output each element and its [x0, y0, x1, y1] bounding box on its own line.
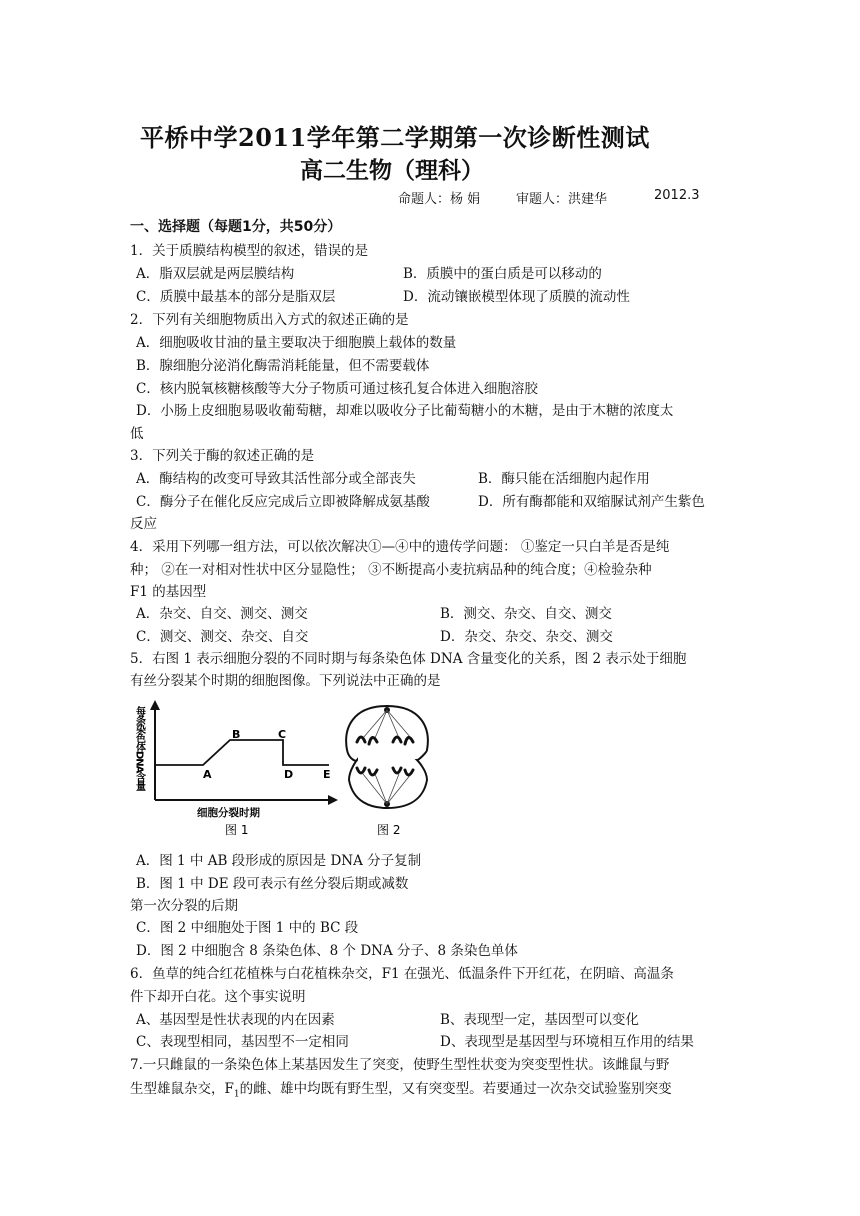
q5-option-c: C．图 2 中细胞处于图 1 中的 BC 段: [136, 920, 359, 936]
exam-date: 2012.3: [654, 188, 700, 203]
q1-stem: 1．关于质膜结构模型的叙述，错误的是: [130, 243, 369, 259]
q6-option-d: D、表现型是基因型与环境相互作用的结果: [440, 1034, 694, 1050]
q7-subscript: 1: [233, 1089, 240, 1100]
q3-option-b: B．酶只能在活细胞内起作用: [478, 471, 650, 487]
q4-line3: F1 的基因型: [130, 584, 207, 600]
q7-line2-start: 生型雄鼠杂交，F: [130, 1081, 234, 1097]
figure1-point-c: C: [278, 728, 287, 741]
figure1-x-label: 细胞分裂时期: [197, 807, 260, 819]
q4-option-b: B．测交、杂交、自交、测交: [440, 606, 612, 622]
q6-option-a: A、基因型是性状表现的内在因素: [136, 1012, 335, 1028]
q5-option-b: B．图 1 中 DE 段可表示有丝分裂后期或减数: [136, 876, 409, 892]
q5-line2: 有丝分裂某个时期的细胞图像。下列说法中正确的是: [130, 673, 441, 689]
q2-stem: 2．下列有关细胞物质出入方式的叙述正确的是: [130, 312, 409, 328]
q4-option-d: D．杂交、杂交、杂交、测交: [440, 629, 613, 645]
q3-stem: 3．下列关于酶的叙述正确的是: [130, 448, 315, 464]
reviewer-name: 审题人：洪建华: [516, 192, 608, 207]
q5-option-d: D．图 2 中细胞含 8 条染色体、8 个 DNA 分子、8 条染色单体: [136, 943, 518, 959]
figure1-point-b: B: [232, 728, 241, 741]
q2-option-c: C．核内脱氧核糖核酸等大分子物质可通过核孔复合体进入细胞溶胶: [136, 381, 538, 397]
spindle-fibers: [363, 710, 411, 804]
q2-option-d-cont: 低: [130, 426, 144, 442]
q7-line1: 7.一只雌鼠的一条染色体上某基因发生了突变，使野生型性状变为突变型性状。该雌鼠与野: [130, 1057, 670, 1073]
q1-option-b: B．质膜中的蛋白质是可以移动的: [403, 266, 602, 282]
q4-line1: 4．采用下列哪一组方法，可以依次解决①—④中的遗传学问题： ①鉴定一只白羊是否是纯: [130, 539, 670, 555]
figure2-caption: 图 2: [377, 823, 401, 837]
figure1-point-a: A: [203, 768, 212, 781]
q3-option-c: C．酶分子在催化反应完成后立即被降解成氨基酸: [136, 494, 430, 510]
setter-name: 命题人：杨 娟: [398, 192, 481, 207]
q3-option-d: D．所有酶都能和双缩脲试剂产生紫色: [478, 494, 705, 510]
chromosomes-top: [357, 737, 413, 744]
figure1-graph: [134, 700, 339, 837]
figure1-y-arrow: [150, 700, 160, 710]
figure1-dna-curve: [155, 740, 329, 765]
q1-option-a: A．脂双层就是两层膜结构: [136, 266, 295, 282]
figure1-caption: 图 1: [225, 823, 249, 837]
q3-option-d-cont: 反应: [130, 516, 157, 532]
q7-line2-end: 的雌、雄中均既有野生型，又有突变型。若要通过一次杂交试验鉴别突变: [239, 1081, 672, 1097]
q6-option-b: B、表现型一定，基因型可以变化: [440, 1012, 639, 1028]
q1-option-d: D．流动镶嵌模型体现了质膜的流动性: [403, 289, 630, 305]
q5-option-b-cont: 第一次分裂的后期: [130, 898, 238, 914]
q2-option-a: A．细胞吸收甘油的量主要取决于细胞膜上载体的数量: [136, 335, 457, 351]
q7-line2: [130, 1079, 672, 1105]
figure1-x-arrow: [328, 795, 338, 805]
q3-option-a: A．酶结构的改变可导致其活性部分或全部丧失: [136, 471, 416, 487]
figure2-cell: [346, 706, 428, 837]
exam-title: 平桥中学2011学年第二学期第一次诊断性测试: [140, 123, 650, 152]
chromosomes-bottom: [357, 768, 413, 775]
q6-option-c: C、表现型相同，基因型不一定相同: [136, 1034, 349, 1050]
q4-option-c: C．测交、测交、杂交、自交: [136, 629, 309, 645]
section-title: 一、选择题（每题1分，共50分）: [130, 219, 342, 235]
exam-subtitle: 高二生物（理科）: [300, 157, 484, 184]
q4-option-a: A．杂交、自交、测交、测交: [136, 606, 308, 622]
q6-line2: 件下却开白花。这个事实说明: [130, 989, 306, 1005]
q5-line1: 5．右图 1 表示细胞分裂的不同时期与每条染色体 DNA 含量变化的关系，图 2 表示处于细胞: [130, 651, 687, 667]
q6-line1: 6．鱼草的纯合红花植株与白花植株杂交，F1 在强光、低温条件下开红花，在阴暗、高温条: [130, 966, 674, 982]
q1-option-c: C．质膜中最基本的部分是脂双层: [136, 289, 336, 305]
q2-option-b: B．腺细胞分泌消化酶需消耗能量，但不需要载体: [136, 358, 430, 374]
figure1-point-e: E: [323, 768, 331, 781]
q2-option-d: D．小肠上皮细胞易吸收葡萄糖，却难以吸收分子比葡萄糖小的木糖，是由于木糖的浓度太: [136, 403, 674, 419]
figure1-point-d: D: [284, 768, 294, 781]
cell-membrane: [346, 706, 428, 808]
q5-figures: [125, 698, 445, 838]
q4-line2: 种； ②在一对相对性状中区分显隐性； ③不断提高小麦抗病品种的纯合度；④检验杂种: [130, 562, 652, 578]
q5-option-a: A．图 1 中 AB 段形成的原因是 DNA 分子复制: [136, 853, 422, 869]
figure1-y-label: 每条染色体DNA含量: [133, 706, 145, 791]
